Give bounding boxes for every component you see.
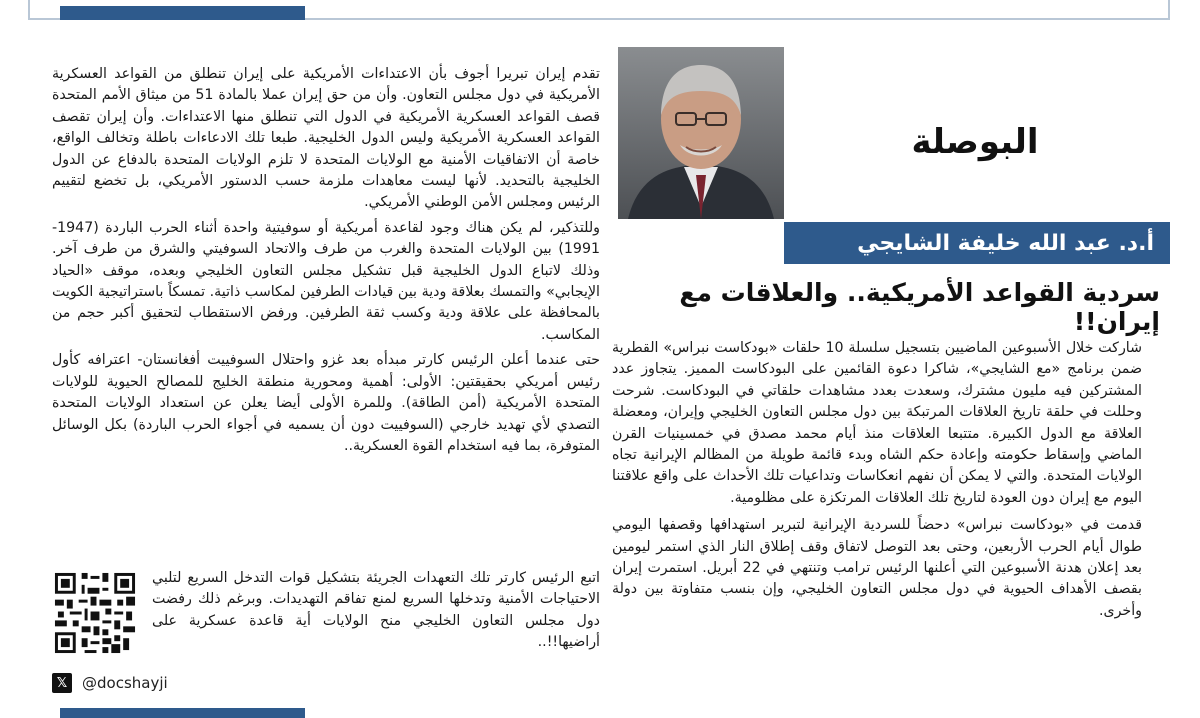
social-handle: @docshayji — [82, 674, 168, 692]
left-paragraph-3: حتى عندما أعلن الرئيس كارتر مبدأه بعد غزو واحتلال السوفييت أفغانستان- اعترافه كأول رئيس أمريكي بحقيقتين: الأولى: أهمية ومحورية منطقة الخليج للمصالح الحيوية للولايات المتحدة الأمريكية (أمن الطاقة). وللمرة الأولى أيضا يعلن عن استعداد الولايات المتحدة التصدي لأي تهديد خارجي (السوفييت دون أن يسميه في أجواء الحرب الباردة) بكل الوسائل المتوفرة، بما فيه استخدام القوة العسكرية.. — [52, 352, 600, 454]
left-column — [52, 64, 600, 461]
right-paragraph-1: شاركت خلال الأسبوعين الماضيين بتسجيل سلسلة 10 حلقات «بودكاست نبراس» القطرية ضمن برنامج «مع الشايجي»، شاكرا دعوة القائمين على البودكاست المميز. يتجاوز عدد المشتركين فيه مليون مشترك، وسعدت بعدد مشاهدات حلقاتي في البودكاست. شرحت وحللت في حلقة تاريخ العلاقات المرتبكة بين دول مجلس التعاون الخليجي وإيران، ومعضلة العلاقة مع الدول الكبيرة. متتبعا العلاقات منذ أيام محمد مصدق في خمسينيات القرن الماضي وإسقاط حكومته وإعادة حكم الشاه وبدء قائمة طويلة من المظالم الإيرانية تجاه الولايات المتحدة. والتي لا يمكن أن نفهم انعكاسات وتداعيات تلك الأحداث على واقع علاقتنا اليوم مع إيران دون العودة لتاريخ تلك العلاقات المرتكزة على مظلومية. — [612, 340, 1142, 506]
qr-row — [52, 568, 600, 660]
right-paragraph-2: قدمت في «بودكاست نبراس» دحضاً للسردية الإيرانية لتبرير استهدافها وقصفها اليومي طوال أيام الحرب الأربعين، وحتى بعد التوصل لاتفاق وقف إطلاق النار الذي استمر ليومين بعد إعلان هدنة الأسبوعين التي أعلنها الرئيس ترامب وتنتهي في 22 أبريل. استمرت إيران بقصف الأهداف الحيوية في دول مجلس التعاون الخليجي، وإن بنسب متفاوتة بين دولة وأخرى. — [612, 517, 1142, 619]
article-headline: سردية القواعد الأمريكية.. والعلاقات مع إيران!! — [679, 278, 1160, 336]
author-name-bar: أ.د. عبد الله خليفة الشايجي — [784, 222, 1170, 264]
author-photo — [618, 47, 784, 219]
x-icon: 𝕏 — [52, 673, 72, 693]
social-handle-row[interactable] — [52, 672, 168, 694]
left-closing-paragraph: اتبع الرئيس كارتر تلك التعهدات الجريئة بتشكيل قوات التدخل السريع لتلبي الاحتياجات الأمنية وتدخلها السريع لمنع تفاقم التهديدات. وبرغم ذلك رفضت دول مجلس التعاون الخليجي منح الولايات أية قاعدة عسكرية على أراضيها!!.. — [152, 570, 600, 651]
bottom-accent-bar — [60, 708, 305, 718]
top-accent-bar — [60, 6, 305, 20]
qr-code-icon[interactable] — [52, 570, 138, 656]
left-paragraph-2: وللتذكير، لم يكن هناك وجود لقاعدة أمريكية أو سوفيتية واحدة أثناء الحرب الباردة (1947-1991) بين الولايات المتحدة والغرب من طرف والاتحاد السوفيتي والشرق من طرف آخر. وذلك لاتباع الدول الخليجية قبل تشكيل مجلس التعاون الخليجي وبعده، موقف «الحياد الإيجابي» والتمسك بعلاقة ودية بين قيادات الطرفين لمكاسب ذاتية. تمسكاً باستراتيجية الكويت بالمحافظة على علاقة ودية وكسب ثقة الطرفين. ورفض الاستقطاب لتحقيق أكبر حجم من المكاسب. — [52, 219, 600, 343]
left-paragraph-1: تقدم إيران تبريرا أجوف بأن الاعتداءات الأمريكية على إيران تنطلق من القواعد العسكرية الأمريكية في دول مجلس التعاون. وأن من حق إيران عملا بالمادة 51 من ميثاق الأمم المتحدة قصف القواعد العسكرية الأمريكية في الدول التي تنطلق منها الاعتداءات. وأن إيران تقصف القواعد العسكرية الأمريكية وليس الدول الخليجية. طبعا تلك الادعاءات باطلة وتخالف الواقع، خاصة أن الاتفاقيات الأمنية مع الولايات المتحدة لا تلزم الولايات المتحدة بالدفاع عن الدول الخليجية بالتحديد. لأنها ليست معاهدات ملزمة حسب الدستور الأمريكي، بل تخضع لتقييم الرئيس ومجلس الأمن الوطني الأمريكي. — [52, 66, 600, 211]
column-name: البوصلة — [911, 122, 1039, 162]
right-column — [612, 338, 1142, 628]
author-portrait-icon — [618, 47, 784, 219]
